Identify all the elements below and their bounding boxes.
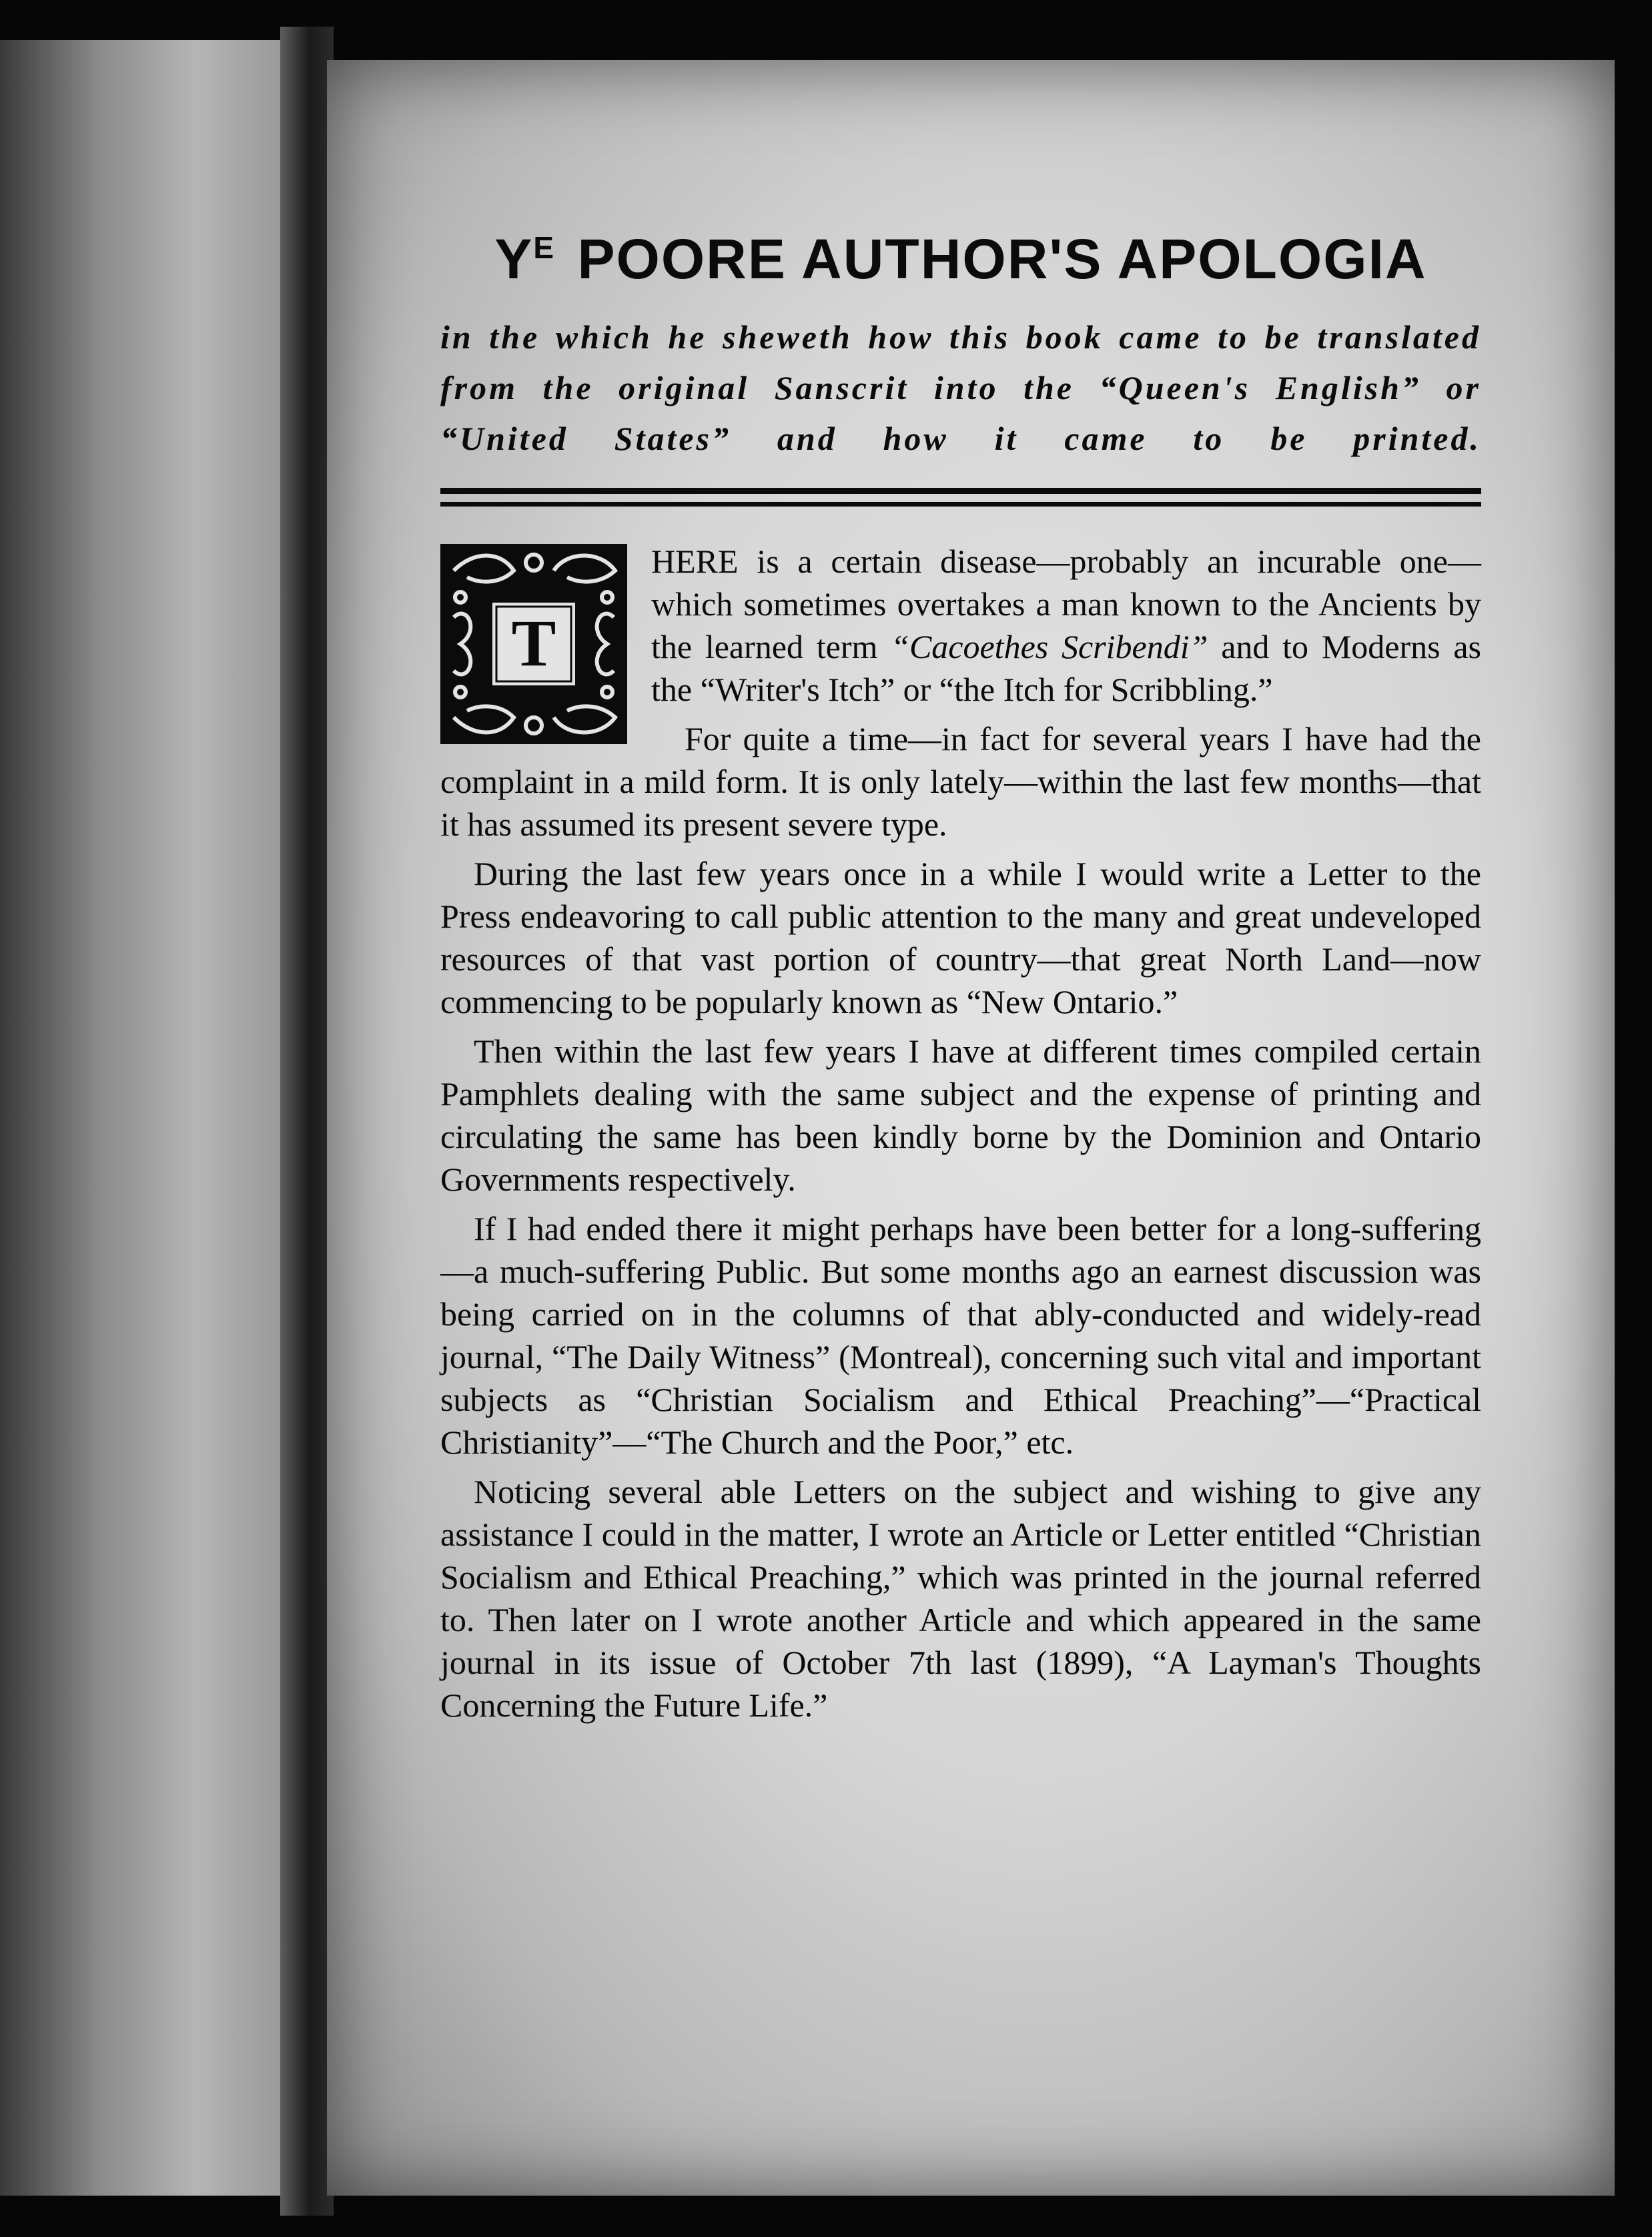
- book-gutter: [280, 27, 334, 2216]
- paragraph-1-part-a: HERE is a certain disease—probably an incurable one—which sometimes overtakes a man known to the Ancients by the learned term: [651, 543, 1481, 665]
- double-rule-divider: [440, 488, 1481, 507]
- paragraph-1-latin-term: “Cacoethes Scribendi”: [891, 628, 1208, 665]
- left-facing-page: [0, 40, 280, 2196]
- page-title: [440, 227, 1481, 292]
- page-content: [440, 227, 1481, 1733]
- title-superscript: E: [533, 230, 556, 265]
- paragraph-5: If I had ended there it might perhaps have been better for a long-suffering—a much-suffering Public. But some months ago an earnest discussion was being carried on in the columns of that ably-conducted and widely-read journal, “The Daily Witness” (Montreal), concerning such vital and important subjects as “Christian Socialism and Ethical Preaching”—“Practical Christianity”—“The Church and the Poor,” etc.: [440, 1210, 1481, 1461]
- paragraph-1-part-b: and to Moderns as the “Writer's Itch” or “the Itch for Scribbling.”: [651, 628, 1481, 708]
- drop-cap-letter: T: [511, 606, 556, 680]
- paragraph-3: During the last few years once in a while I would write a Letter to the Press endeavoring to call public attention to the many and great undeveloped resources of that vast portion of country—that great North Land—now commencing to be popularly known as “New Ontario.”: [440, 855, 1481, 1020]
- book-page: [327, 60, 1615, 2196]
- body-text: [440, 540, 1481, 1726]
- paragraph-2: For quite a time—in fact for several years I have had the complaint in a mild form. It is only lately—within the last few months—that it has assumed its present severe type.: [440, 720, 1481, 843]
- paragraph-6: Noticing several able Letters on the subject and wishing to give any assistance I could in the matter, I wrote an Article or Letter entitled “Christian Socialism and Ethical Preaching,” which was printed in the journal referred to. Then later on I wrote another Article and which appeared in the same journal in its issue of October 7th last (1899), “A Layman's Thoughts Concerning the Future Life.”: [440, 1473, 1481, 1724]
- ornamental-drop-cap: [440, 544, 627, 744]
- title-rest: POORE AUTHOR'S APOLOGIA: [560, 228, 1427, 290]
- title-prefix: Y: [494, 228, 534, 290]
- paragraph-4: Then within the last few years I have at different times compiled certain Pamphlets dealing with the same subject and the expense of printing and circulating the same has been kindly borne by the Dominion and Ontario Governments respectively.: [440, 1032, 1481, 1198]
- page-subtitle: in the which he sheweth how this book came to be translated from the original Sanscrit into the “Queen's English” or “United States” and how it came to be printed.: [440, 318, 1481, 457]
